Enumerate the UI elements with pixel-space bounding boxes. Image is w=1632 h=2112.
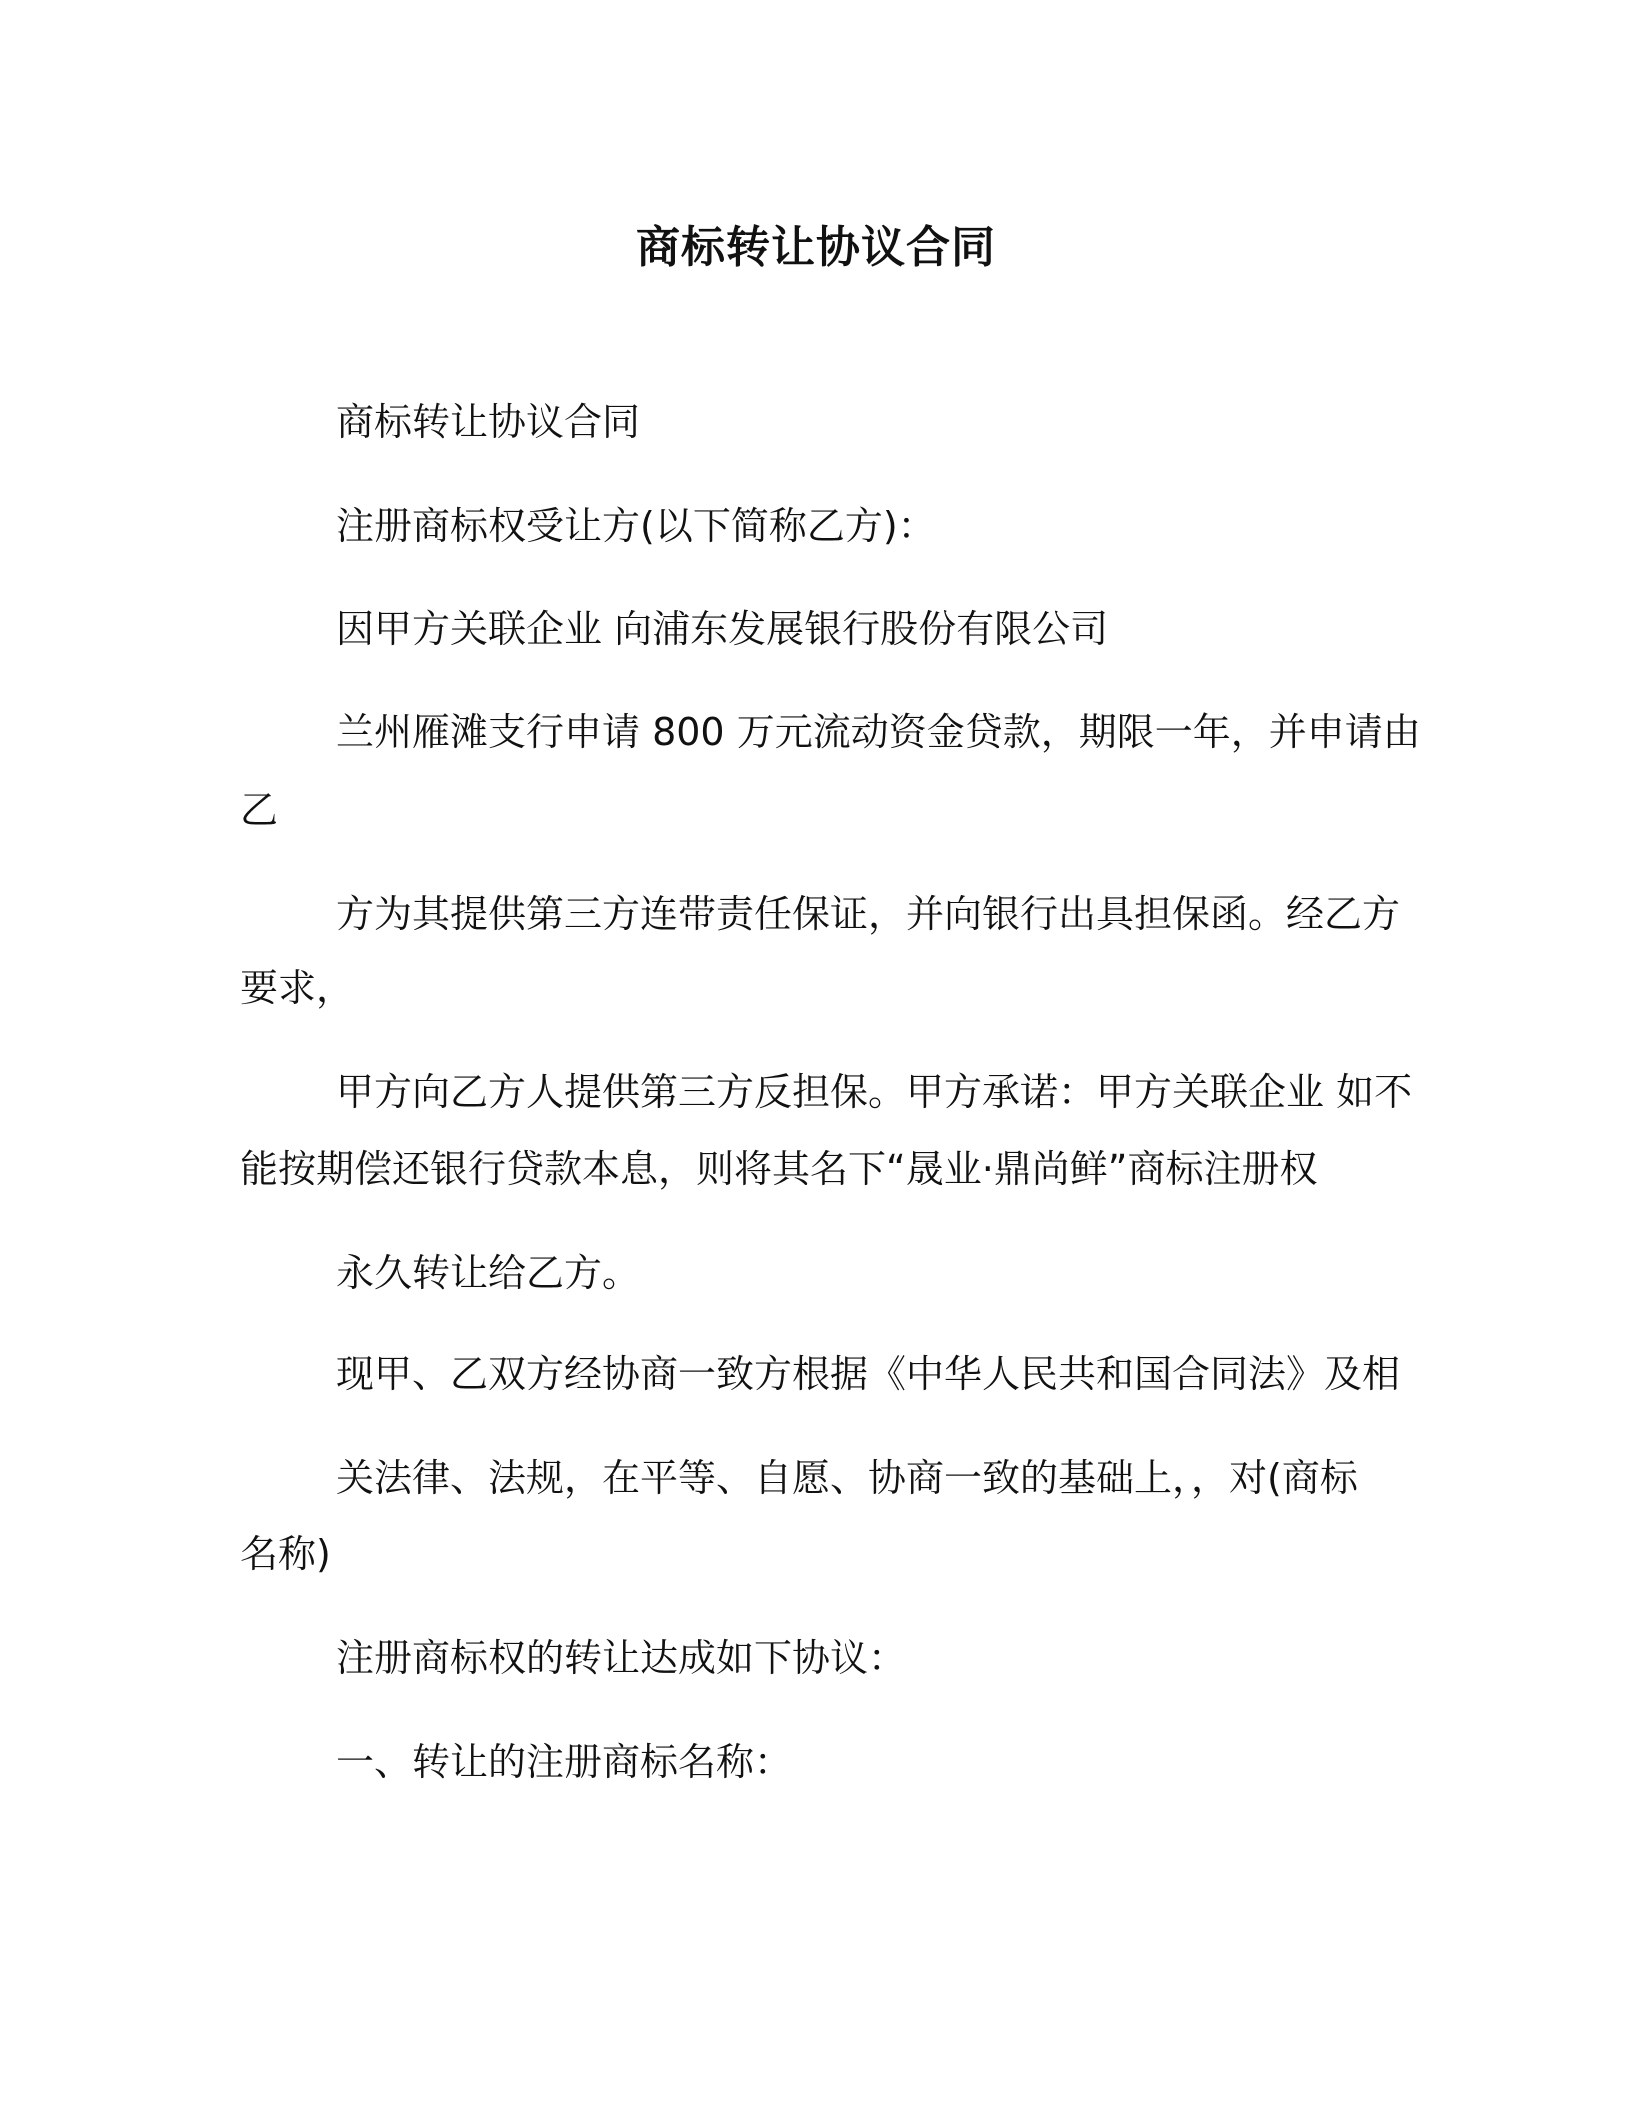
paragraph-line: 要求， xyxy=(240,966,355,1010)
paragraph-line: 商标转让协议合同 xyxy=(336,400,641,444)
paragraph-line: 因甲方关联企业 向浦东发展银行股份有限公司 xyxy=(336,607,1109,651)
paragraph-line: 能按期偿还银行贷款本息，则将其名下“晟业·鼎尚鲜”商标注册权 xyxy=(240,1147,1318,1191)
document-title: 商标转让协议合同 xyxy=(636,222,996,273)
paragraph-line: 乙 xyxy=(240,788,279,832)
paragraph-line: 注册商标权受让方(以下简称乙方)： xyxy=(336,504,936,548)
paragraph-line: 现甲、乙双方经协商一致方根据《中华人民共和国合同法》及相 xyxy=(336,1352,1401,1396)
paragraph-line: 方为其提供第三方连带责任保证，并向银行出具担保函。经乙方 xyxy=(336,892,1401,936)
paragraph-line: 关法律、法规，在平等、自愿、协商一致的基础上，，对(商标 xyxy=(336,1456,1358,1500)
paragraph-line: 甲方向乙方人提供第三方反担保。甲方承诺：甲方关联企业 如不 xyxy=(336,1070,1413,1114)
paragraph-line: 永久转让给乙方。 xyxy=(336,1251,641,1295)
paragraph-line: 兰州雁滩支行申请 800 万元流动资金贷款，期限一年，并申请由 xyxy=(336,710,1421,754)
section-heading: 一、转让的注册商标名称： xyxy=(336,1740,793,1784)
paragraph-line: 注册商标权的转让达成如下协议： xyxy=(336,1636,907,1680)
paragraph-line: 名称) xyxy=(240,1532,331,1576)
